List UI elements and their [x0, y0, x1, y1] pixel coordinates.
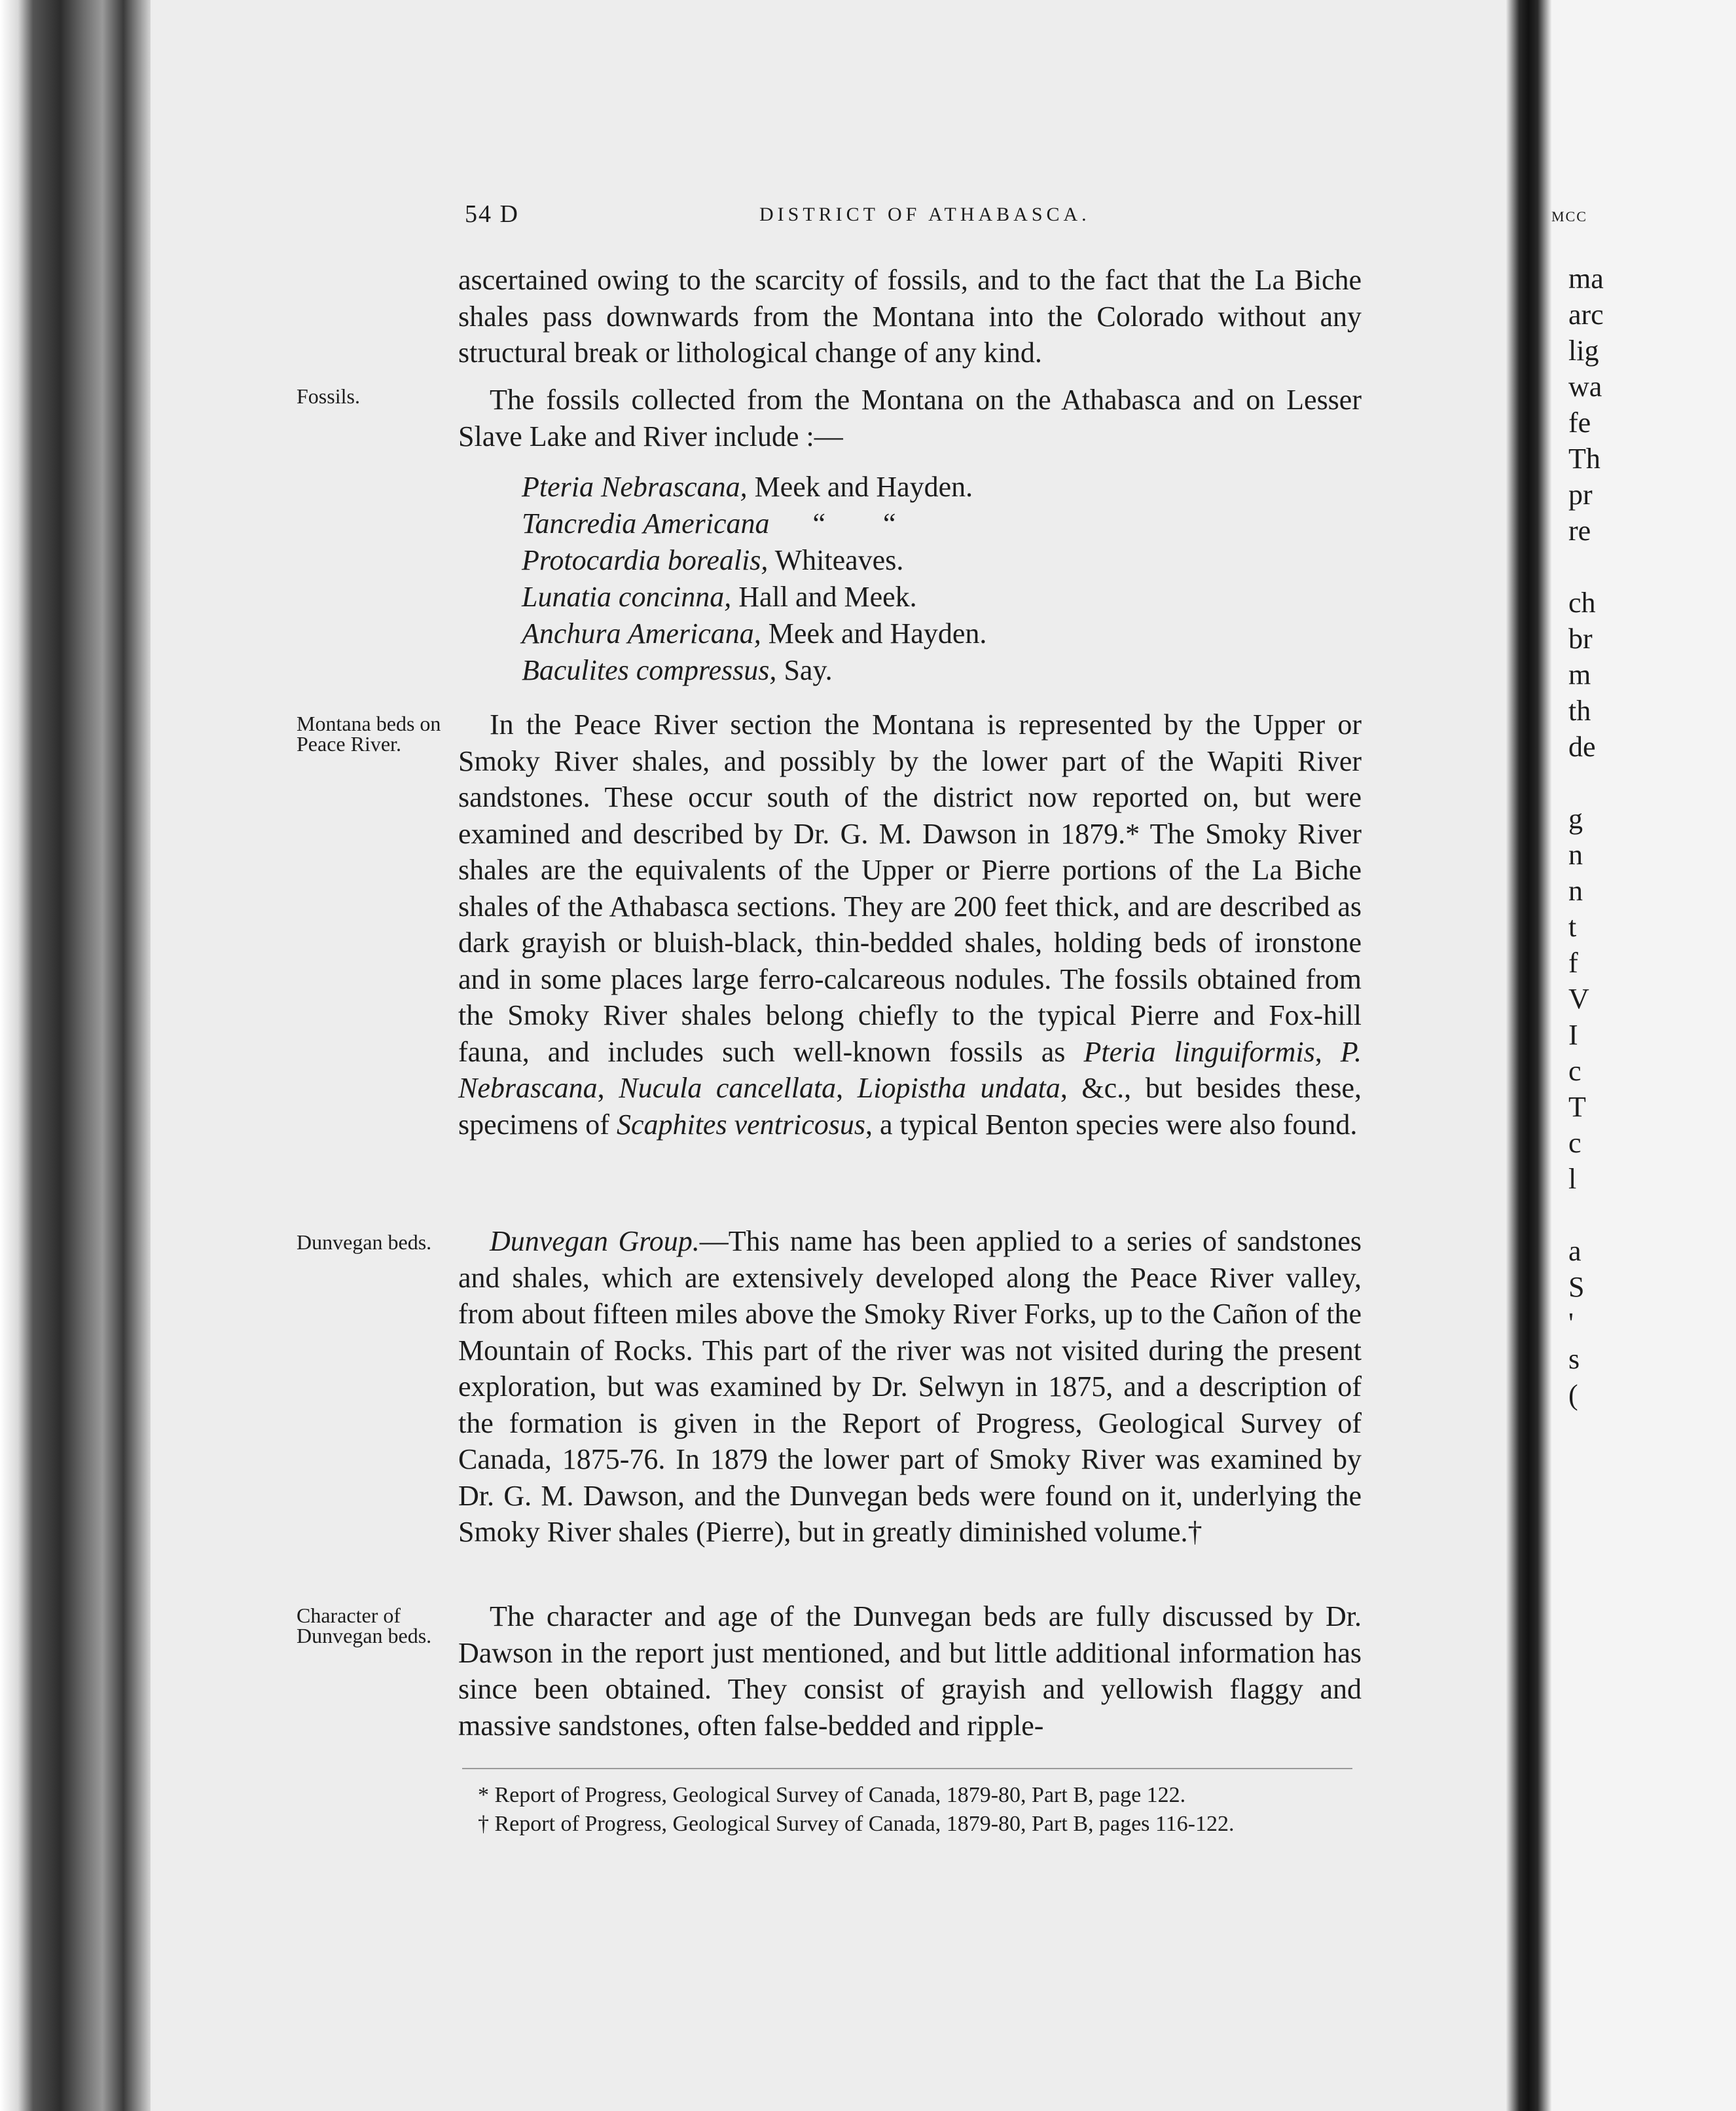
- running-title: DISTRICT OF ATHABASCA.: [759, 204, 1091, 225]
- paragraph-text: Dunvegan Group.—This name has been applied to a series of sandstones and shales, which are extensively developed along the Peace River valley, from about fifteen miles above the Smoky River Forks, up to the Cañon of the Mountain of Rocks. This part of the river was not visited during the present exploration, but was examined by Dr. Selwyn in 1875, and a description of the formation is given in the Report of Progress, Geological Survey of Canada, 1875-76. In 1879 the lower part of Smoky River was examined by Dr. G. M. Dawson, and the Dunvegan beds were found on it, underlying the Smoky River shales (Pierre), but in greatly diminished volume.†: [458, 1225, 1362, 1548]
- footnote-rule: [462, 1768, 1352, 1769]
- facing-page-fragment: n: [1568, 839, 1583, 871]
- facing-page-fragment: arc: [1568, 299, 1604, 331]
- facing-page-fragment: m: [1568, 659, 1591, 691]
- margin-note-fossils: Fossils.: [297, 384, 360, 408]
- fossil-item: Tancredia Americana “ “: [522, 507, 896, 540]
- fossil-item: Protocardia borealis, Whiteaves.: [522, 544, 904, 576]
- footnotes: [478, 1781, 1234, 1839]
- page-number: 54 D: [465, 200, 519, 228]
- paragraph-text: ascertained owing to the scarcity of fossils, and to the fact that the La Biche shales pass downwards from the Montana into the Colorado without any structural break or lithological change of any kind.: [458, 264, 1362, 369]
- facing-page-fragment: c: [1568, 1055, 1582, 1087]
- facing-page-fragment: wa: [1568, 371, 1602, 403]
- facing-page: [1551, 0, 1736, 2111]
- facing-page-fragment: de: [1568, 731, 1596, 763]
- paragraph-text: The fossils collected from the Montana on the Athabasca and on Lesser Slave Lake and River include :—: [458, 384, 1362, 452]
- paragraph-text: The character and age of the Dunvegan beds are fully discussed by Dr. Dawson in the report just mentioned, and but little additional information has since been obtained. They consist of grayish and yellowish flaggy and massive sandstones, often false-bedded and ripple-: [458, 1600, 1362, 1742]
- facing-page-fragment: a: [1568, 1235, 1582, 1267]
- fossil-item: Baculites compressus, Say.: [522, 654, 833, 686]
- fossil-item: Pteria Nebrascana, Meek and Hayden.: [522, 471, 973, 503]
- facing-page-fragment: th: [1568, 695, 1591, 727]
- facing-page-fragment: l: [1568, 1163, 1577, 1195]
- margin-note-montana-beds: Montana beds on Peace River.: [297, 712, 441, 756]
- facing-page-fragment: c: [1568, 1127, 1582, 1159]
- facing-page-fragment: (: [1568, 1379, 1578, 1411]
- paragraph-continuation: [458, 262, 1362, 371]
- facing-page-fragment: T: [1568, 1091, 1586, 1123]
- book-binding: [0, 0, 151, 2111]
- fossil-item: Anchura Americana, Meek and Hayden.: [522, 617, 987, 650]
- facing-page-fragment: ma: [1568, 263, 1604, 295]
- margin-note-character: Character of Dunvegan beds.: [297, 1604, 432, 1647]
- fossil-list: [522, 469, 986, 689]
- paragraph-peace-river: [458, 707, 1362, 1143]
- facing-page-fragment: f: [1568, 947, 1578, 979]
- margin-note-dunvegan-beds: Dunvegan beds.: [297, 1230, 432, 1254]
- facing-page-fragment: ch: [1568, 587, 1596, 619]
- facing-page-fragment: re: [1568, 515, 1591, 547]
- facing-page-fragment: ': [1568, 1307, 1574, 1339]
- facing-page-fragment: V: [1568, 983, 1589, 1015]
- paragraph-text: In the Peace River section the Montana is represented by the Upper or Smoky River shales, and possibly by the lower part of the Wapiti River sandstones. These occur south of the district now reported on, but were examined and described by Dr. G. M. Dawson in 1879.* The Smoky River shales are the equivalents of the Upper or Pierre portions of the La Biche shales of the Athabasca sections. They are 200 feet thick, and are described as dark grayish or bluish-black, thin-bedded shales, holding beds of ironstone and in some places large ferro-calcareous nodules. The fossils obtained from the Smoky River shales belong chiefly to the typical Pierre and Fox-hill fauna, and includes such well-known fossils as Pteria linguiformis, P. Nebrascana, Nucula cancellata, Liopistha undata, &c., but besides these, specimens of Scaphites ventricosus, a typical Benton species were also found.: [458, 708, 1362, 1141]
- facing-page-fragment: I: [1568, 1019, 1578, 1051]
- paragraph-fossils-intro: [458, 382, 1362, 454]
- facing-page-fragment: S: [1568, 1271, 1585, 1303]
- paragraph-dunvegan-character: [458, 1598, 1362, 1744]
- paragraph-dunvegan-group: [458, 1223, 1362, 1551]
- facing-page-fragment: br: [1568, 623, 1593, 655]
- facing-page-fragment: g: [1568, 803, 1583, 835]
- running-header: [465, 200, 1368, 232]
- facing-page-fragment: fe: [1568, 407, 1591, 439]
- footnote: * Report of Progress, Geological Survey of Canada, 1879-80, Part B, page 122.: [478, 1783, 1186, 1807]
- footnote: † Report of Progress, Geological Survey of Canada, 1879-80, Part B, pages 116-122.: [478, 1812, 1235, 1836]
- facing-page-fragment: t: [1568, 911, 1577, 943]
- facing-page-fragment: s: [1568, 1343, 1580, 1375]
- facing-page-header: MCC: [1551, 208, 1587, 225]
- facing-page-fragment: lig: [1568, 335, 1599, 367]
- facing-page-fragment: pr: [1568, 479, 1593, 511]
- facing-page-fragment: Th: [1568, 443, 1600, 475]
- facing-page-fragment: n: [1568, 875, 1583, 907]
- fossil-item: Lunatia concinna, Hall and Meek.: [522, 581, 917, 613]
- page-gutter: [1506, 0, 1551, 2111]
